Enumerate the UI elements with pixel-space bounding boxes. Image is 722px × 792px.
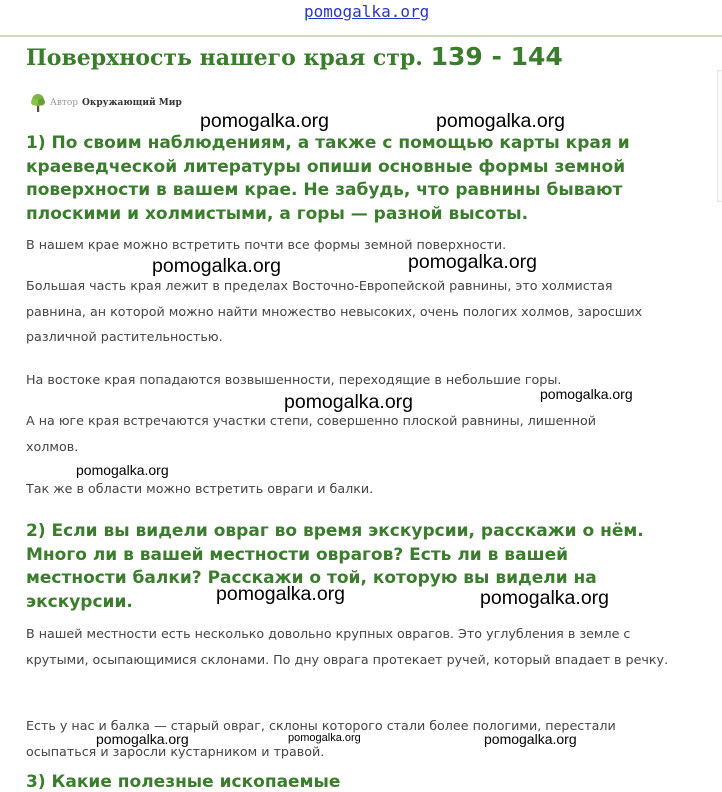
- answer-1-paragraph-2: Большая часть края лежит в пределах Восточно-Европейской равнины, это холмистая равнина, ан которой можно найти множество невысоких, очень пологих холмов, заросших различной растительностью.: [26, 278, 643, 344]
- site-link[interactable]: pomogalka.org: [304, 2, 430, 21]
- watermark: pomogalka.org: [436, 110, 565, 132]
- header-divider: [0, 35, 722, 37]
- watermark: pomogalka.org: [288, 732, 361, 744]
- author-label: Автор: [50, 98, 79, 108]
- answer-1-paragraph-1: В нашем крае можно встретить почти все формы земной поверхности.: [26, 237, 507, 252]
- watermark: pomogalka.org: [484, 731, 577, 747]
- answer-1-paragraph-4: А на юге края встречаются участки степи, совершенно плоской равнины, лишенной холмов.: [26, 413, 597, 454]
- answer-1-paragraph-5: Так же в области можно встретить овраги и балки.: [26, 481, 374, 496]
- watermark: pomogalka.org: [152, 255, 281, 277]
- page-title: [26, 42, 563, 71]
- watermark: pomogalka.org: [480, 587, 609, 609]
- tree-icon: [28, 93, 48, 113]
- answer-1-paragraph-3: На востоке края попадаются возвышенности, переходящие в небольшие горы.: [26, 372, 562, 387]
- answer-2-paragraph-1: В нашей местности есть несколько довольно крупных оврагов. Это углубления в земле с крутыми, осыпающимися склонами. По дну оврага протекает ручей, который впадает в речку.: [26, 626, 669, 667]
- author-row: [28, 93, 182, 113]
- answer-2-paragraph-2: Есть у нас и балка — старый овраг, склоны которого стали более пологими, перестали осыпаться и заросли кустарником и травой.: [26, 718, 616, 759]
- watermark: pomogalka.org: [540, 386, 633, 402]
- watermark: pomogalka.org: [284, 391, 413, 413]
- watermark: pomogalka.org: [216, 583, 345, 605]
- page-title-pages: 139 - 144: [430, 42, 563, 71]
- question-3: 3) Какие полезные ископаемые: [26, 772, 341, 792]
- watermark: pomogalka.org: [408, 251, 537, 273]
- question-3-cut: [26, 772, 566, 792]
- page-title-text: Поверхность нашего края стр.: [26, 45, 423, 71]
- watermark: pomogalka.org: [96, 731, 189, 747]
- author-link[interactable]: Окружающий Мир: [82, 98, 182, 108]
- watermark: pomogalka.org: [76, 462, 169, 478]
- question-2: 2) Если вы видели овраг во время экскурсии, расскажи о нём. Много ли в вашей местности оврагов? Есть ли в вашей местности балки? Расскажи о той, которую вы видели на экскурсии.: [26, 521, 644, 612]
- sidebar-edge: [717, 70, 722, 202]
- question-1: 1) По своим наблюдениям, а также с помощью карты края и краеведческой литературы опиши основные формы земной поверхности в вашем крае. Не забудь, что равнины бывают плоскими и холмистыми, а горы — разной высоты.: [26, 133, 630, 224]
- watermark: pomogalka.org: [200, 110, 329, 132]
